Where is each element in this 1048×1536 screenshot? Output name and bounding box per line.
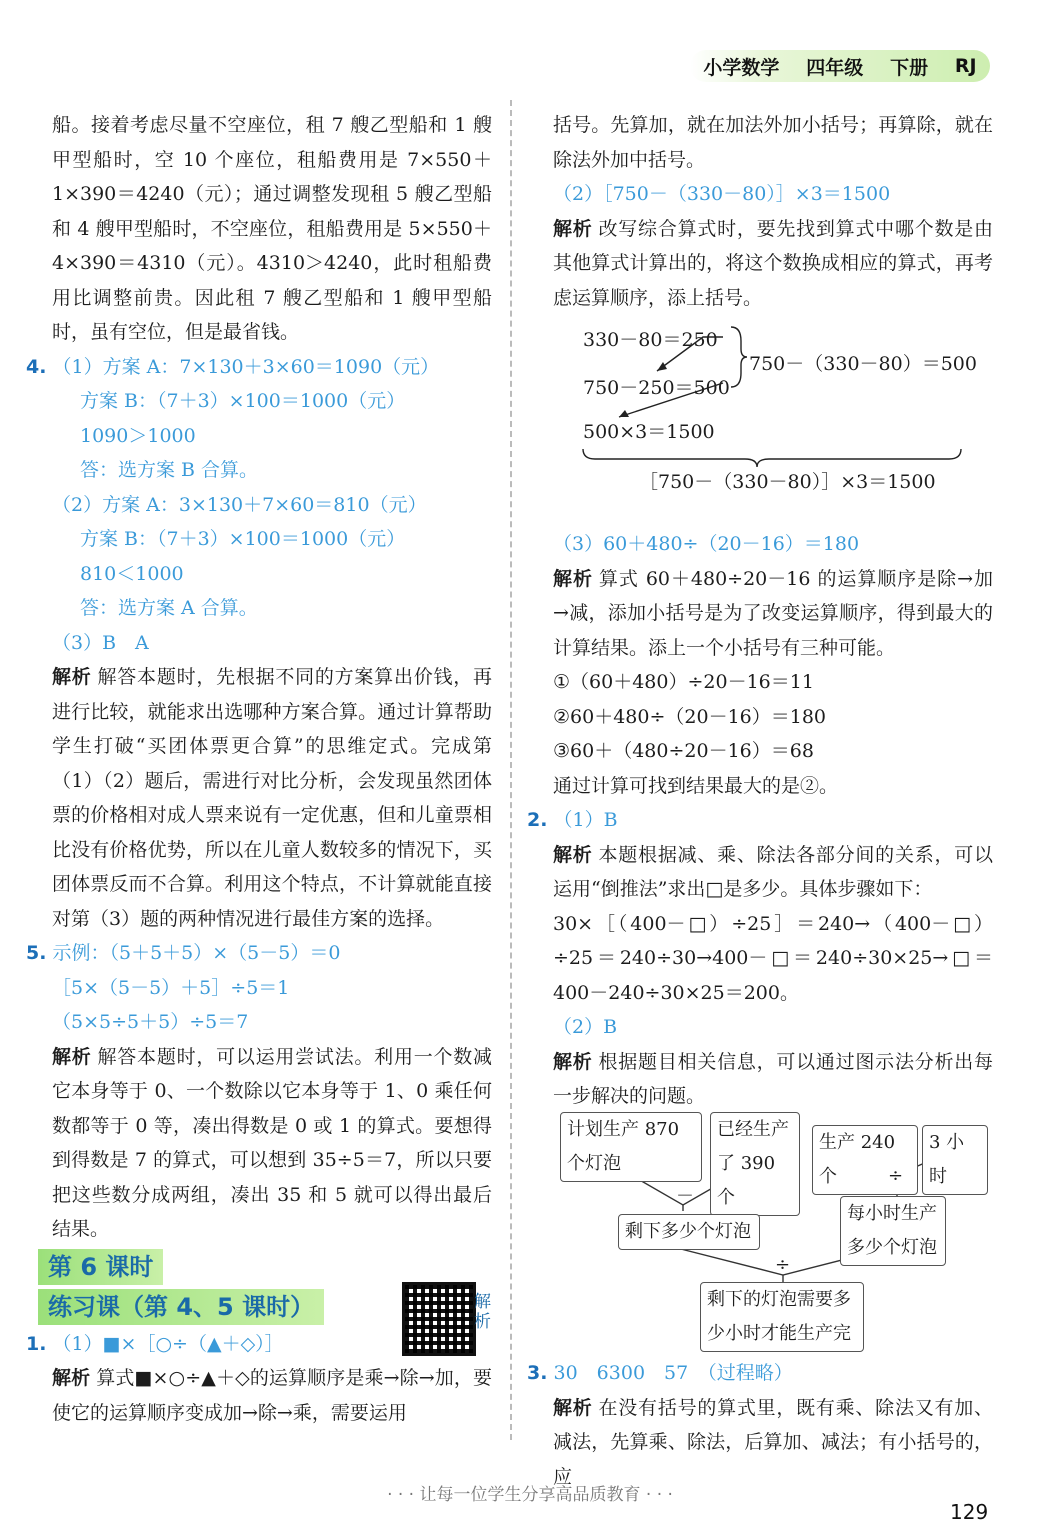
answer-line: ［5×（5－5）＋5］÷5＝1 [52, 976, 290, 999]
lesson-title: 第 6 课时 [38, 1249, 163, 1285]
qr-code[interactable] [402, 1282, 476, 1356]
flow-box: 每小时生产多少个灯泡 [840, 1196, 946, 1266]
flow-box: 已经生产了 390 个 [710, 1112, 800, 1216]
analysis-label: 解析 [52, 1045, 92, 1068]
diagram-step: 330－80＝250 [583, 329, 718, 351]
lesson-subtitle: 练习课（第 4、5 课时） [38, 1289, 324, 1325]
answer-line: 示例：（5＋5＋5）×（5－5）＝0 [52, 942, 341, 964]
analysis-text: 本题根据减、乘、除法各部分间的关系，可以运用“倒推法”求出□是多少。具体步骤如下： [553, 843, 993, 900]
flow-box: 计划生产 870 个灯泡 [560, 1112, 702, 1182]
answer-line: （5×5÷5＋5）÷5＝7 [52, 1011, 249, 1033]
analysis-text: 根据题目相关信息，可以通过图示法分析出每一步解决的问题。 [553, 1050, 993, 1107]
analysis-label: 解析 [52, 1367, 91, 1389]
right-column-bottom [527, 1356, 993, 1494]
page-number: 129 [950, 1500, 989, 1524]
analysis-text: 在没有括号的算式里，既有乘、除法又有加、减法，先算乘、除法，后算加、减法；有小括号的，应 [553, 1396, 993, 1488]
answer-line: 30 6300 57 （过程略） [553, 1362, 793, 1384]
question-number: 3. [527, 1362, 548, 1384]
calculation-diagram [553, 315, 993, 527]
diagram-step: 750－（330－80）＝500 [749, 353, 977, 375]
calculation-steps: 30×［（400－□）÷25］＝240→（400－□）÷25＝240÷30→400－□＝240÷30×25→□＝400－240÷30×25＝200。 [553, 912, 993, 1004]
flow-box: 剩下多少个灯泡 [618, 1214, 760, 1250]
footer-slogan: · · · 让每一位学生分享高品质教育 · · · [387, 1485, 673, 1505]
answer-line: 方案 B：（7＋3）×100＝1000（元） [80, 528, 406, 550]
grade-label: 四年级 [806, 56, 864, 79]
answer-line: （3）60＋480÷（20－16）＝180 [553, 533, 860, 555]
flow-box: 生产 240 个 [812, 1125, 918, 1195]
analysis-text: 算式■×○÷▲＋◇的运算顺序是乘→除→加，要使它的运算顺序变成加→除→乘，需要运用 [52, 1367, 492, 1424]
edition-label: RJ [954, 55, 977, 77]
question-number: 5. [26, 942, 47, 964]
answer-line: 答：选方案 A 合算。 [80, 597, 258, 619]
paragraph: 船。接着考虑尽量不空座位，租 7 艘乙型船和 1 艘甲型船时，空 10 个座位，租船费用是 7×550＋1×390＝4240（元）；通过调整发现租 5 艘乙型船和 4 艘甲型船时，不空座位，租船费用是 5×550＋4×390＝4310（元）。4310＞4240，此时租船费用比调整前贵。因此租 7 艘乙型船和 1 艘甲型船时，虽有空位，但是最省钱。 [52, 114, 492, 343]
analysis-label: 解析 [553, 1050, 593, 1073]
flow-box: 3 小时 [922, 1125, 988, 1195]
qr-caption: 解析 [474, 1292, 491, 1332]
question-number: 4. [26, 355, 47, 378]
analysis-text: 改写综合算式时，要先找到算式中哪个数是由其他算式计算出的，将这个数换成相应的算式，再考虑运算顺序，添上括号。 [553, 217, 993, 309]
answer-line: 1090＞1000 [80, 424, 196, 447]
question-number: 1. [26, 1332, 47, 1355]
conclusion: 通过计算可找到结果最大的是②。 [553, 774, 839, 797]
answer-line: 方案 B：（7＋3）×100＝1000（元） [80, 390, 406, 412]
operator-divide: ÷ [888, 1165, 904, 1186]
volume-label: 下册 [890, 56, 929, 79]
flow-box: 剩下的灯泡需要多少小时才能生产完 [700, 1282, 864, 1352]
option-line: ②60＋480÷（20－16）＝180 [553, 705, 827, 728]
operator-minus: － [676, 1186, 694, 1207]
column-divider [510, 100, 512, 1440]
answer-line: （1）方案 A：7×130＋3×60＝1090（元） [52, 355, 440, 378]
analysis-label: 解析 [553, 1396, 593, 1419]
operator-divide: ÷ [775, 1254, 791, 1275]
left-column [26, 108, 492, 1430]
subject-label: 小学数学 [703, 56, 780, 79]
analysis-text: 解答本题时，先根据不同的方案算出价钱，再进行比较，就能求出选哪种方案合算。通过计算帮助学生打破“买团体票更合算”的思维定式。完成第（1）（2）题后，需进行对比分析，会发现虽然团体票的价格相对成人票来说有一定优惠，但和儿童票相比没有价格优势，所以在儿童人数较多的情况下，买团体票反而不合算。利用这个特点，不计算就能直接对第（3）题的两种情况进行最佳方案的选择。 [52, 666, 492, 930]
page-header [690, 50, 990, 82]
option-line: ③60＋（480÷20－16）＝68 [553, 740, 814, 762]
answer-line: 810＜1000 [80, 562, 184, 585]
answer-line: （2）［750－（330－80）］×3＝1500 [553, 183, 891, 205]
answer-line: （1）■×［○÷（▲＋◇）］ [52, 1332, 284, 1355]
answer-line: （3）B A [52, 631, 149, 654]
diagram-step: 500×3＝1500 [583, 421, 715, 443]
answer-line: （2）方案 A：3×130＋7×60＝810（元） [52, 493, 427, 516]
option-line: ①（60＋480）÷20－16＝11 [553, 671, 814, 693]
analysis-text: 解答本题时，可以运用尝试法。利用一个数减它本身等于 0、一个数除以它本身等于 1、0 乘任何数都等于 0 等，凑出得数是 0 或 1 的算式。要想得到得数是 7 的算式，可以想到 35÷5＝7，所以只要把这些数分成两组，凑出 35 和 5 就可以得出最后结果。 [52, 1045, 492, 1240]
right-column [527, 108, 993, 1114]
answer-line: （2）B [553, 1016, 618, 1038]
paragraph: 括号。先算加，就在加法外加小括号；再算除，就在除法外加中括号。 [553, 114, 993, 171]
analysis-label: 解析 [52, 666, 92, 688]
question-number: 2. [527, 809, 548, 831]
diagram-arrows [553, 315, 993, 527]
answer-line: （1）B [553, 809, 618, 831]
analysis-label: 解析 [553, 567, 593, 590]
analysis-label: 解析 [553, 843, 593, 866]
diagram-step: 750－250＝500 [583, 377, 730, 399]
analysis-text: 算式 60＋480÷20－16 的运算顺序是除→加→减，添加小括号是为了改变运算顺序，得到最大的计算结果。添上一个小括号有三种可能。 [553, 567, 993, 659]
analysis-label: 解析 [553, 217, 593, 240]
answer-line: 答：选方案 B 合算。 [80, 459, 259, 481]
diagram-result: ［750－（330－80）］×3＝1500 [639, 471, 936, 493]
